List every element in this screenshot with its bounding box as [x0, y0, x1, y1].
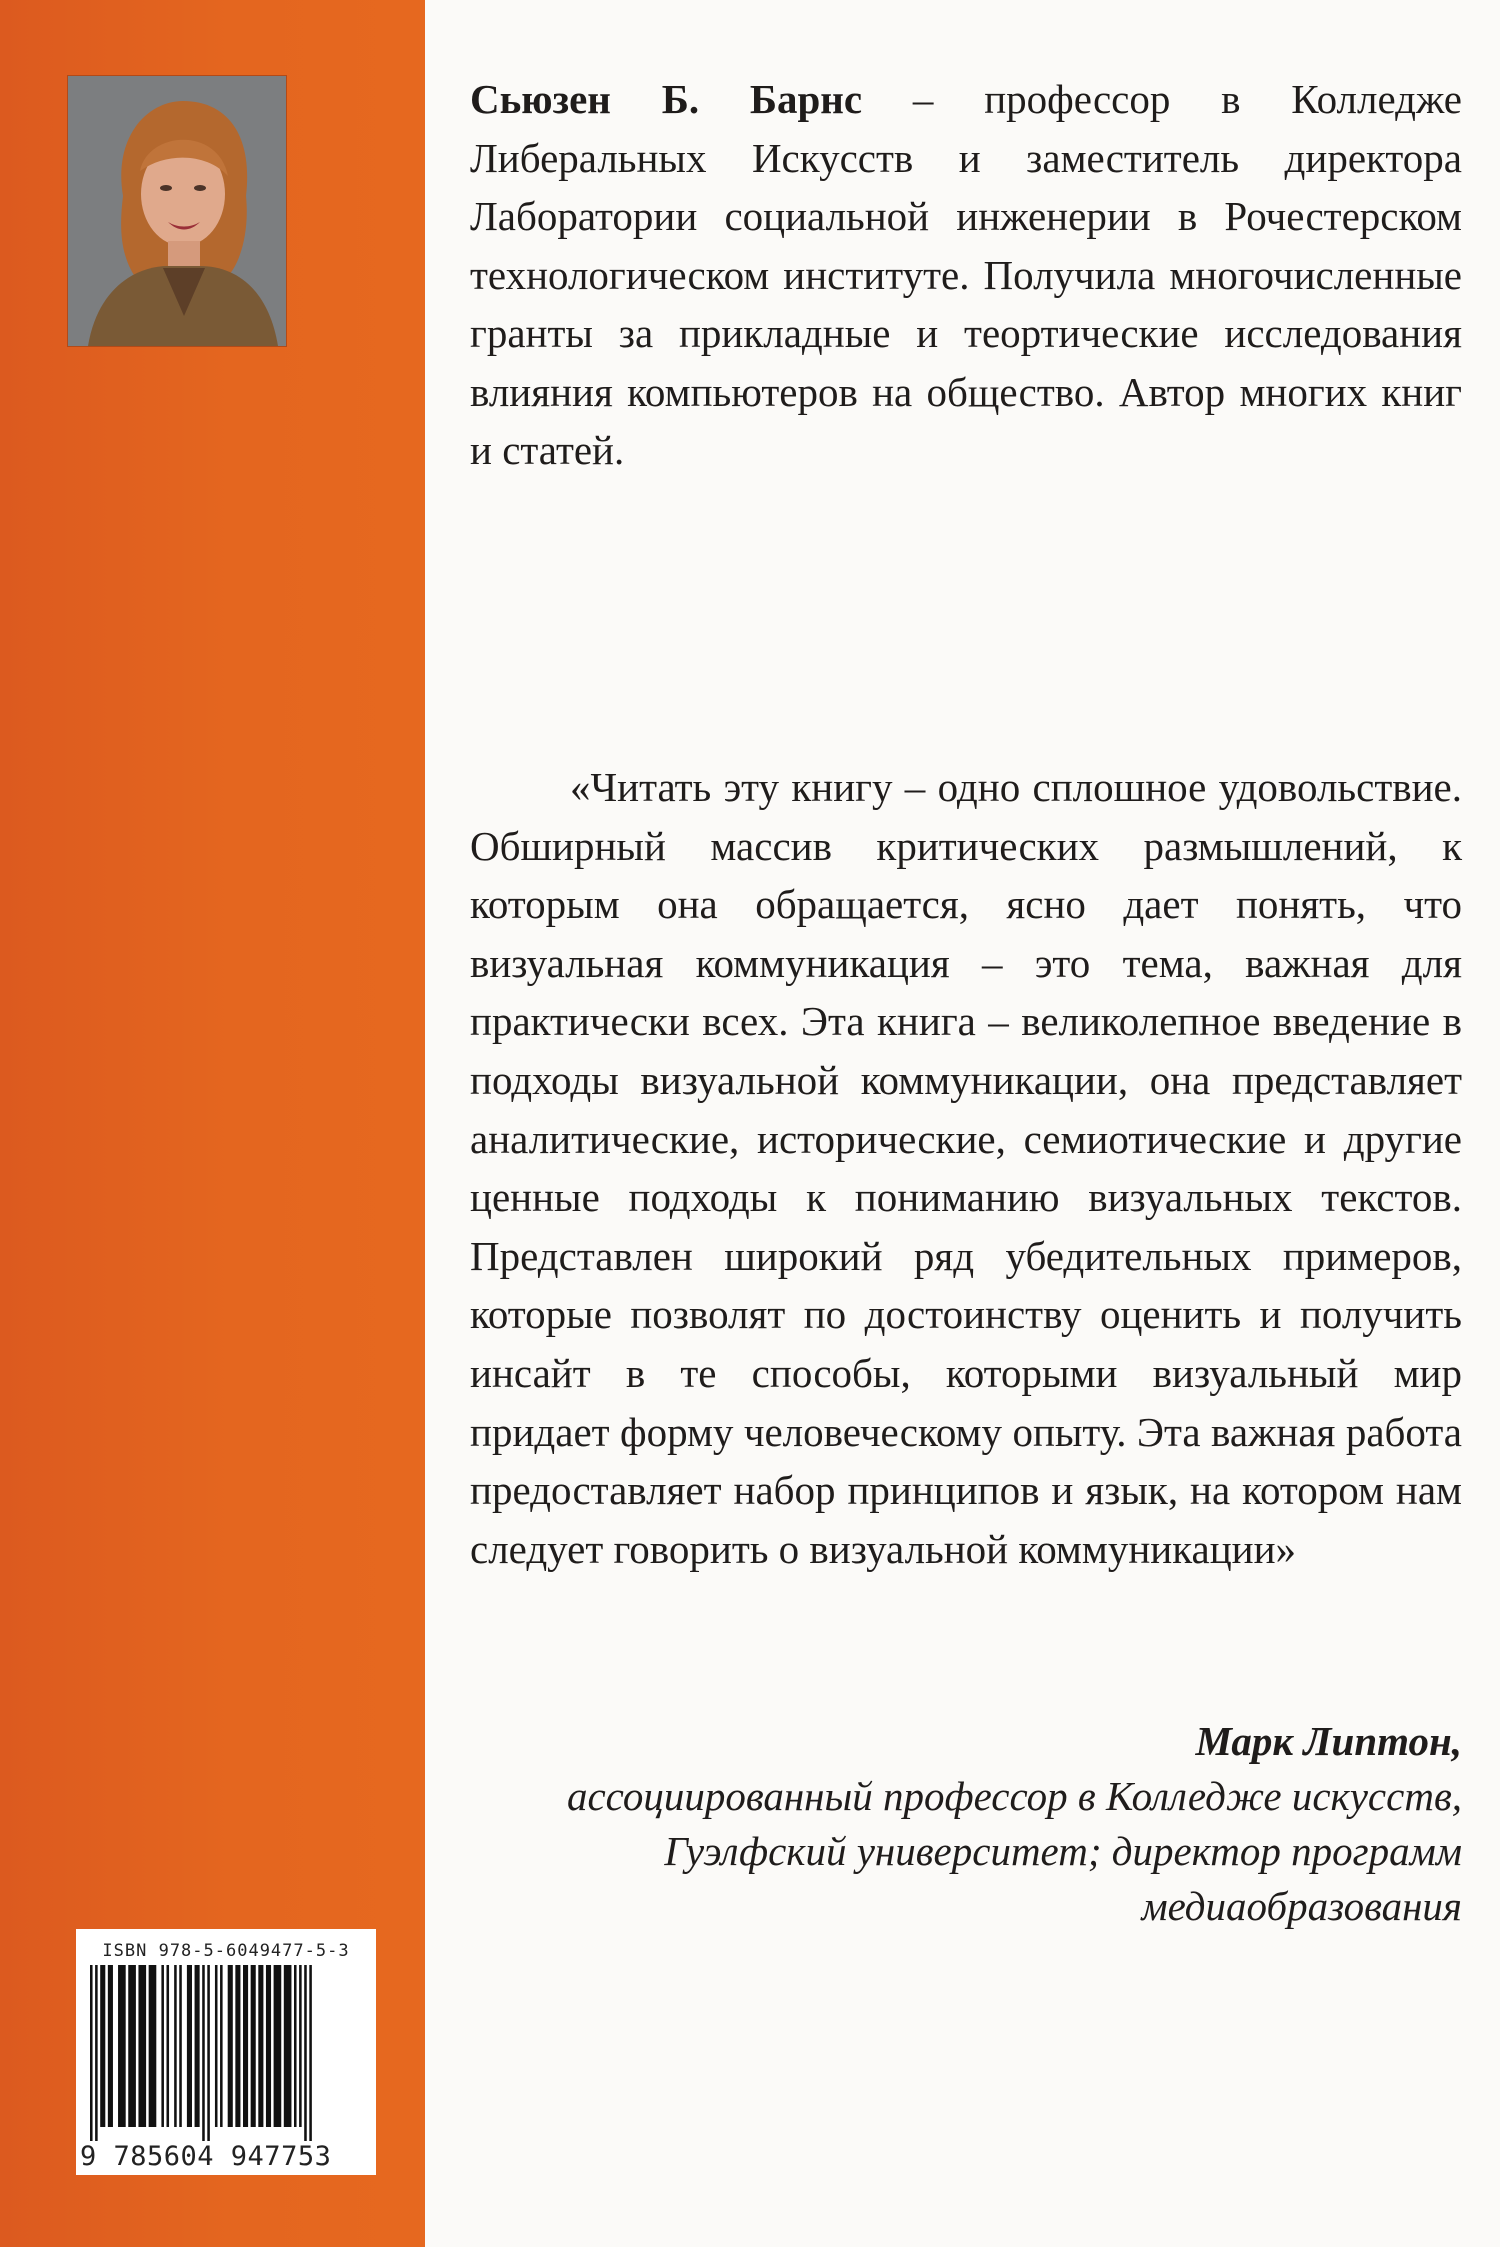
barcode-bar	[304, 1965, 307, 2141]
barcode-bar	[243, 1965, 248, 2127]
barcode-bar	[266, 1965, 271, 2127]
author-name: Сьюзен Б. Барнс	[470, 76, 863, 122]
author-bio-text: – профессор в Колледже Либеральных Искусств и заместитель директора Лаборатории социальной инженерии в Рочестерском технологическом институте. Получила многочисленные гранты за прикладные и теортические исследования влияния компьютеров на общество. Автор многих книг и статей.	[470, 76, 1462, 473]
isbn-barcode	[76, 1929, 376, 2175]
barcode-bar	[174, 1965, 177, 2127]
barcode-bar	[100, 1965, 105, 2127]
barcode-bar	[128, 1965, 136, 2127]
barcode-bar	[95, 1965, 98, 2141]
barcode-bar	[149, 1965, 157, 2127]
barcode-bar	[138, 1965, 146, 2127]
barcode-bar	[195, 1965, 200, 2127]
barcode-bar	[258, 1965, 263, 2127]
barcode-bar	[167, 1965, 170, 2127]
ean-digits: 9 785604 947753	[80, 2141, 332, 2172]
barcode-bar	[299, 1965, 302, 2127]
author-photo	[68, 76, 286, 346]
barcode-bar	[220, 1965, 223, 2127]
barcode-bars	[90, 1965, 362, 2141]
barcode-bar	[309, 1965, 312, 2141]
barcode-bar	[294, 1965, 297, 2127]
barcode-bar	[284, 1965, 292, 2127]
barcode-bar	[179, 1965, 182, 2127]
barcode-bar	[187, 1965, 192, 2127]
barcode-bar	[108, 1965, 113, 2127]
barcode-bar	[161, 1965, 164, 2127]
attribution-author: Марк Липтон,	[1195, 1718, 1462, 1764]
quote-attribution	[462, 1714, 1462, 1934]
barcode-bar	[228, 1965, 233, 2127]
barcode-bar	[215, 1965, 218, 2127]
barcode-bar	[90, 1965, 93, 2141]
attribution-role: ассоциированный профессор в Колледже искусств, Гуэлфский университет; директор программ медиаобразования	[566, 1773, 1462, 1929]
barcode-bar	[207, 1965, 210, 2141]
isbn-label: ISBN 978-5-6049477-5-3	[102, 1941, 350, 1961]
review-quote: «Читать эту книгу – одно сплошное удовольствие. Обширный массив критических размышлений, к которым она обращается, ясно дает понять, что визуальная коммуникация – это тема, важная для практически всех. Эта книга – великолепное введение в подходы визуальной коммуникации, она представляет аналитические, исторические, семиотические и другие ценные подходы к пониманию визуальных текстов. Представлен широкий ряд убедительных примеров, которые позволят по достоинству оценить и получить инсайт в те способы, которыми визуальный мир придает форму человеческому опыту. Эта важная работа предоставляет набор принципов и язык, на котором нам следует говорить о визуальной коммуникации»	[470, 764, 1462, 1572]
barcode-bar	[251, 1965, 256, 2127]
barcode-bar	[235, 1965, 240, 2127]
author-bio	[470, 70, 1462, 480]
barcode-bar	[274, 1965, 282, 2127]
barcode-bar	[202, 1965, 205, 2141]
barcode-bar	[118, 1965, 126, 2127]
